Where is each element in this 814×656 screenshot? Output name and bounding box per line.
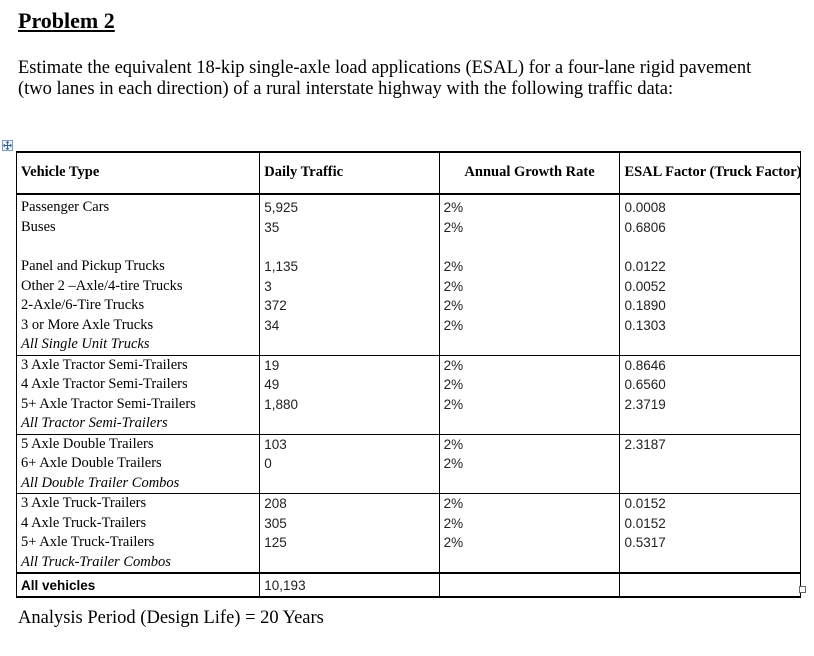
- table-resize-icon[interactable]: [799, 586, 806, 593]
- growth-rate-cell: 2% 2% 2%: [439, 355, 620, 434]
- daily-traffic-cell: 208 305 125: [260, 494, 439, 574]
- daily-traffic-cell: 5,925 35: [260, 194, 439, 257]
- table-header-row: [17, 152, 801, 194]
- esal-factor-cell: 0.0122 0.0052 0.1890 0.1303: [620, 257, 801, 355]
- total-label: All vehicles: [17, 573, 260, 597]
- growth-rate-cell: 2% 2%: [439, 434, 620, 494]
- daily-traffic-cell: 1,135 3 372 34: [260, 257, 439, 355]
- vehicle-type-cell: Passenger Cars Buses: [17, 194, 260, 257]
- page-title: Problem 2: [18, 8, 115, 33]
- esal-factor-cell: 0.8646 0.6560 2.3719: [620, 355, 801, 434]
- total-traffic: 10,193: [260, 573, 439, 597]
- vehicle-type-cell: 5 Axle Double Trailers 6+ Axle Double Trailers All Double Trailer Combos: [17, 434, 260, 494]
- table-row: [17, 257, 801, 355]
- vehicle-type-cell: Panel and Pickup Trucks Other 2 –Axle/4-tire Trucks 2-Axle/6-Tire Trucks 3 or More Axle Trucks All Single Unit Trucks: [17, 257, 260, 355]
- traffic-table: [16, 151, 801, 598]
- table-move-icon[interactable]: [2, 140, 13, 151]
- esal-factor-cell: 2.3187: [620, 434, 801, 494]
- total-row: [17, 573, 801, 597]
- group-summary-label: All Truck-Trailer Combos: [21, 553, 171, 570]
- vehicle-type-cell: 3 Axle Tractor Semi-Trailers 4 Axle Tractor Semi-Trailers 5+ Axle Tractor Semi-Trailers All Tractor Semi-Trailers: [17, 355, 260, 434]
- daily-traffic-cell: 103 0: [260, 434, 439, 494]
- analysis-period: Analysis Period (Design Life) = 20 Years: [18, 608, 324, 628]
- table-row: [17, 434, 801, 494]
- growth-rate-cell: 2% 2%: [439, 194, 620, 257]
- vehicle-type-cell: 3 Axle Truck-Trailers 4 Axle Truck-Trailers 5+ Axle Truck-Trailers All Truck-Trailer Combos: [17, 494, 260, 574]
- table-row: [17, 494, 801, 574]
- table-row: [17, 194, 801, 257]
- daily-traffic-cell: 19 49 1,880: [260, 355, 439, 434]
- group-summary-label: All Single Unit Trucks: [21, 336, 150, 352]
- esal-factor-cell: 0.0152 0.0152 0.5317: [620, 494, 801, 574]
- problem-statement: Estimate the equivalent 18-kip single-axle load applications (ESAL) for a four-lane rigid pavement (two lanes in each direction) of a rural interstate highway with the following traffic data:: [18, 58, 752, 99]
- table-row: [17, 355, 801, 434]
- header-vehicle-type: Vehicle Type: [17, 152, 260, 194]
- header-growth-rate: Annual Growth Rate: [439, 152, 620, 194]
- header-daily-traffic: Daily Traffic: [260, 152, 439, 194]
- header-esal-factor: ESAL Factor (Truck Factor): [620, 152, 801, 194]
- growth-rate-cell: 2% 2% 2% 2%: [439, 257, 620, 355]
- growth-rate-cell: 2% 2% 2%: [439, 494, 620, 574]
- group-summary-label: All Double Trailer Combos: [21, 474, 180, 491]
- total-esal-empty: [620, 573, 801, 597]
- group-summary-label: All Tractor Semi-Trailers: [21, 415, 168, 431]
- total-growth-empty: [439, 573, 620, 597]
- esal-factor-cell: 0.0008 0.6806: [620, 194, 801, 257]
